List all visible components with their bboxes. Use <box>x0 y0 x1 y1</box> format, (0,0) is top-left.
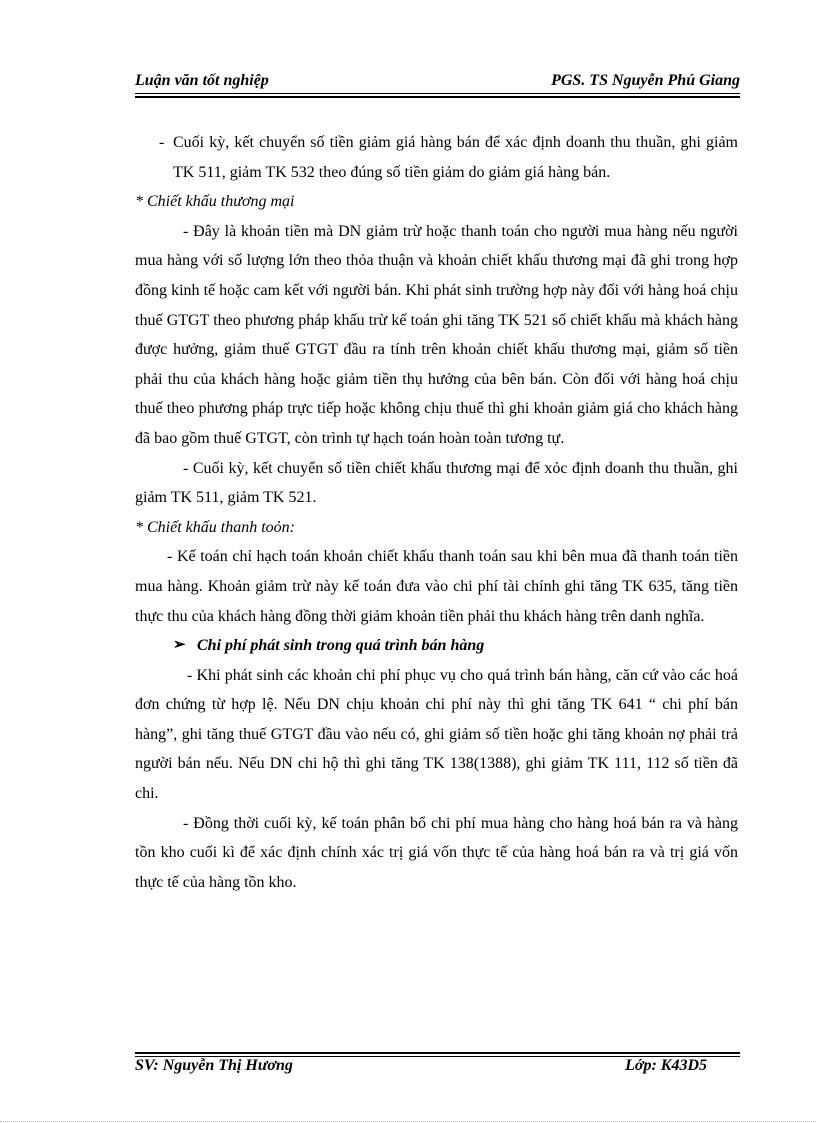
header-rule-thick <box>135 96 740 98</box>
paragraph-payment-discount: - Kế toán chỉ hạch toán khoản chiết khấu thanh toán sau khi bên mua đã thanh toán tiền mua hàng. Khoản giảm trừ này kế toán đưa vào chi phí tài chính ghi tăng TK 635, tăng tiền thực thu của khách hàng đồng thời giảm khoản tiền phải thu khách hàng trên danh nghĩa. <box>135 548 738 625</box>
arrow-bullet-icon: ➢ <box>173 637 186 654</box>
page-body <box>135 128 738 897</box>
subheading-trade-discount: * Chiết khấu thương mại <box>135 193 295 211</box>
footer-student: SV: Nguyễn Thị Hương <box>135 1057 293 1074</box>
paragraph-trade-discount-close: - Cuối kỳ, kết chuyển số tiền chiết khấu thương mại để xỏc định doanh thu thuần, ghi giảm TK 511, giảm TK 521. <box>135 459 738 507</box>
bullet-item <box>135 128 738 187</box>
header-supervisor: PGS. TS Nguyễn Phú Giang <box>551 72 740 89</box>
page-header <box>135 72 740 90</box>
footer-rule-thick <box>135 1052 740 1054</box>
section-title: Chi phí phát sinh trong quá trình bán hàng <box>197 637 485 655</box>
page-footer <box>135 1057 707 1075</box>
section-heading <box>135 631 738 661</box>
paragraph-trade-discount: - Đây là khoản tiền mà DN giảm trừ hoặc thanh toán cho người mua hàng nếu người mua hàng với số lượng lớn theo thỏa thuận và khoản chiết khấu thương mại đã ghi trong hợp đồng kinh tế hoặc cam kết với người bán. Khi phát sinh trường hợp này đối với hàng hoá chịu thuế GTGT theo phương pháp khấu trừ kế toán ghi tăng TK 521 số chiết khấu mà khách hàng được hưởng, giảm thuế GTGT đầu ra tính trên khoản chiết khấu thương mại, giảm số tiền phải thu của khách hàng hoặc giảm tiền thụ hưởng của bên bán. Còn đối với hàng hoá chịu thuế theo phương pháp trực tiếp hoặc không chịu thuế thì ghi khoản giảm giá cho khách hàng đã bao gồm thuế GTGT, còn trình tự hạch toán hoàn toàn tương tự. <box>135 222 738 447</box>
paragraph-cost-allocation: - Đồng thời cuối kỳ, kế toán phân bổ chi phí mua hàng cho hàng hoá bán ra và hàng tồn kho cuối kì để xác định chính xác trị giá vốn thực tế của hàng hoá bán ra và trị giá vốn thực tế của hàng tồn kho. <box>135 814 738 891</box>
subheading-payment-discount: * Chiết khấu thanh toỏn: <box>135 518 295 536</box>
page-edge <box>0 1121 816 1122</box>
bullet-dash: - <box>159 134 165 151</box>
paragraph-selling-costs: - Khi phát sinh các khoản chi phí phục vụ cho quá trình bán hàng, căn cứ vào các hoá đơn chứng từ hợp lệ. Nếu DN chịu khoản chi phí này thì ghi tăng TK 641 “ chi phí bán hàng”, ghi tăng thuế GTGT đầu vào nếu có, ghi giảm số tiền hoặc ghi tăng khoản nợ phải trả người bán nếu. Nếu DN chi hộ thì ghi tăng TK 138(1388), ghi giảm TK 111, 112 số tiền đã chi. <box>135 666 738 803</box>
footer-class: Lớp: K43D5 <box>625 1057 707 1074</box>
bullet-text: Cuối kỳ, kết chuyển số tiền giảm giá hàng bán để xác định doanh thu thuần, ghi giảm TK 511, giảm TK 532 theo đúng số tiền giảm do giảm giá hàng bán. <box>173 134 738 181</box>
header-thesis-title: Luận văn tốt nghiệp <box>135 72 269 89</box>
header-rule <box>135 93 740 94</box>
